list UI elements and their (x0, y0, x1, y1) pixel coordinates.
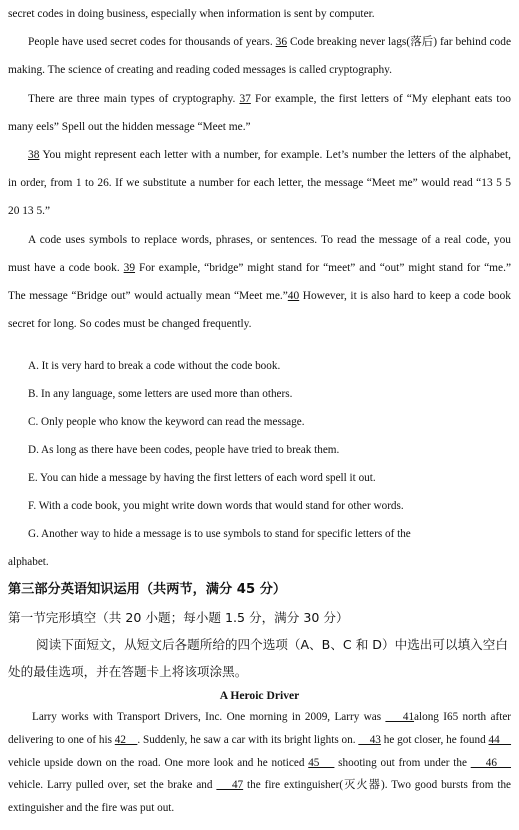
section-heading: 第三部分英语知识运用（共两节，满分 45 分） (8, 582, 287, 598)
story-text-1: Larry works with Transport Drivers, Inc. One morning in 2009, Larry was (32, 711, 386, 724)
question-40-blank: 40 (287, 290, 300, 303)
story-text-7: vehicle. Larry pulled over, set the brake and (8, 779, 217, 792)
section-subheading: 第一节完形填空（共 20 小题；每小题 1.5 分，满分 30 分） (8, 610, 349, 626)
options-list (0, 352, 519, 576)
option-d: D. As long as there have been codes, people have tried to break them. (28, 444, 340, 457)
story-text-5: vehicle upside down on the road. One more look and he noticed (8, 756, 309, 769)
paragraph-2 (0, 85, 519, 141)
question-39-blank: 39 (123, 261, 136, 274)
story-text-4: he got closer, he found (380, 734, 489, 747)
option-b: B. In any language, some letters are used more than others. (28, 388, 293, 401)
blank-47: 47 (216, 779, 244, 792)
option-c: C. Only people who know the keyword can read the message. (28, 416, 305, 429)
option-f: F. With a code book, you might write down words that would stand for other words. (28, 500, 404, 513)
paragraph-1-text-b: Code breaking never lags(落后) far behind code making. The science of creating and reading coded messages is called cryptography. (8, 36, 511, 77)
blank-43: 43 (358, 734, 381, 747)
reading-passage (0, 0, 519, 338)
paragraph-2-text-b: For example, the first letters of “My elephant eats too many eels” Spell out the hidden message “Meet me.” (8, 92, 511, 133)
blank-46: 46 (470, 756, 512, 769)
story-paragraph (0, 706, 519, 819)
paragraph-2-text-a: There are three main types of cryptography. (28, 92, 240, 105)
blank-42: 42 (114, 734, 138, 747)
story-title: A Heroic Driver (219, 689, 300, 703)
paragraph-1-text-a: People have used secret codes for thousands of years. (28, 36, 276, 49)
paragraph-4-text-b: For example, “bridge” might stand for “meet” and “out” might stand for “me.” The message “Bridge out” would actually mean “Meet me.” (8, 261, 511, 303)
paragraph-4-text-c: However, it is also hard to keep a code book secret for long. So codes must be changed frequently. (8, 290, 511, 331)
option-g-continued: alphabet. (8, 556, 49, 569)
section-3 (0, 576, 519, 685)
option-a: A. It is very hard to break a code without the code book. (28, 360, 281, 373)
cloze-passage (0, 685, 519, 819)
blank-41: 41 (385, 711, 415, 724)
story-text-6: shooting out from under the (334, 756, 471, 769)
paragraph-1 (0, 28, 519, 84)
question-36-blank: 36 (275, 36, 288, 49)
question-38-blank: 38 (28, 149, 40, 162)
story-text-2: along I65 north after delivering to one of his (8, 711, 512, 747)
story-text-8: the fire extinguisher(灭火器). Two good bursts from the extinguisher and the fire was put out. (8, 779, 512, 814)
paragraph-4-text-a: A code uses symbols to replace words, phrases, or sentences. To read the message of a real code, you must have a code book. (8, 233, 511, 274)
story-text-3: . Suddenly, he saw a car with its bright lights on. (137, 734, 359, 747)
paragraph-3 (0, 141, 519, 226)
option-g: G. Another way to hide a message is to use symbols to stand for specific letters of the (28, 528, 411, 541)
question-37-blank: 37 (239, 92, 251, 105)
option-e: E. You can hide a message by having the first letters of each word spell it out. (28, 472, 376, 485)
passage-line-0: secret codes in doing business, especially when information is sent by computer. (8, 8, 375, 20)
paragraph-4 (0, 226, 519, 339)
section-instruction: 阅读下面短文，从短文后各题所给的四个选项（A、B、C 和 D）中选出可以填入空白处的最佳选项，并在答题卡上将该项涂黑。 (8, 637, 508, 680)
blank-44: 44 (488, 734, 512, 747)
paragraph-3-text: You might represent each letter with a number, for example. Let’s number the letters of the alphabet, in order, from 1 to 26. If we substitute a number for each letter, the message “Meet me” would read “13 5 5 20 13 5.” (8, 149, 511, 218)
blank-45: 45 (308, 756, 335, 769)
